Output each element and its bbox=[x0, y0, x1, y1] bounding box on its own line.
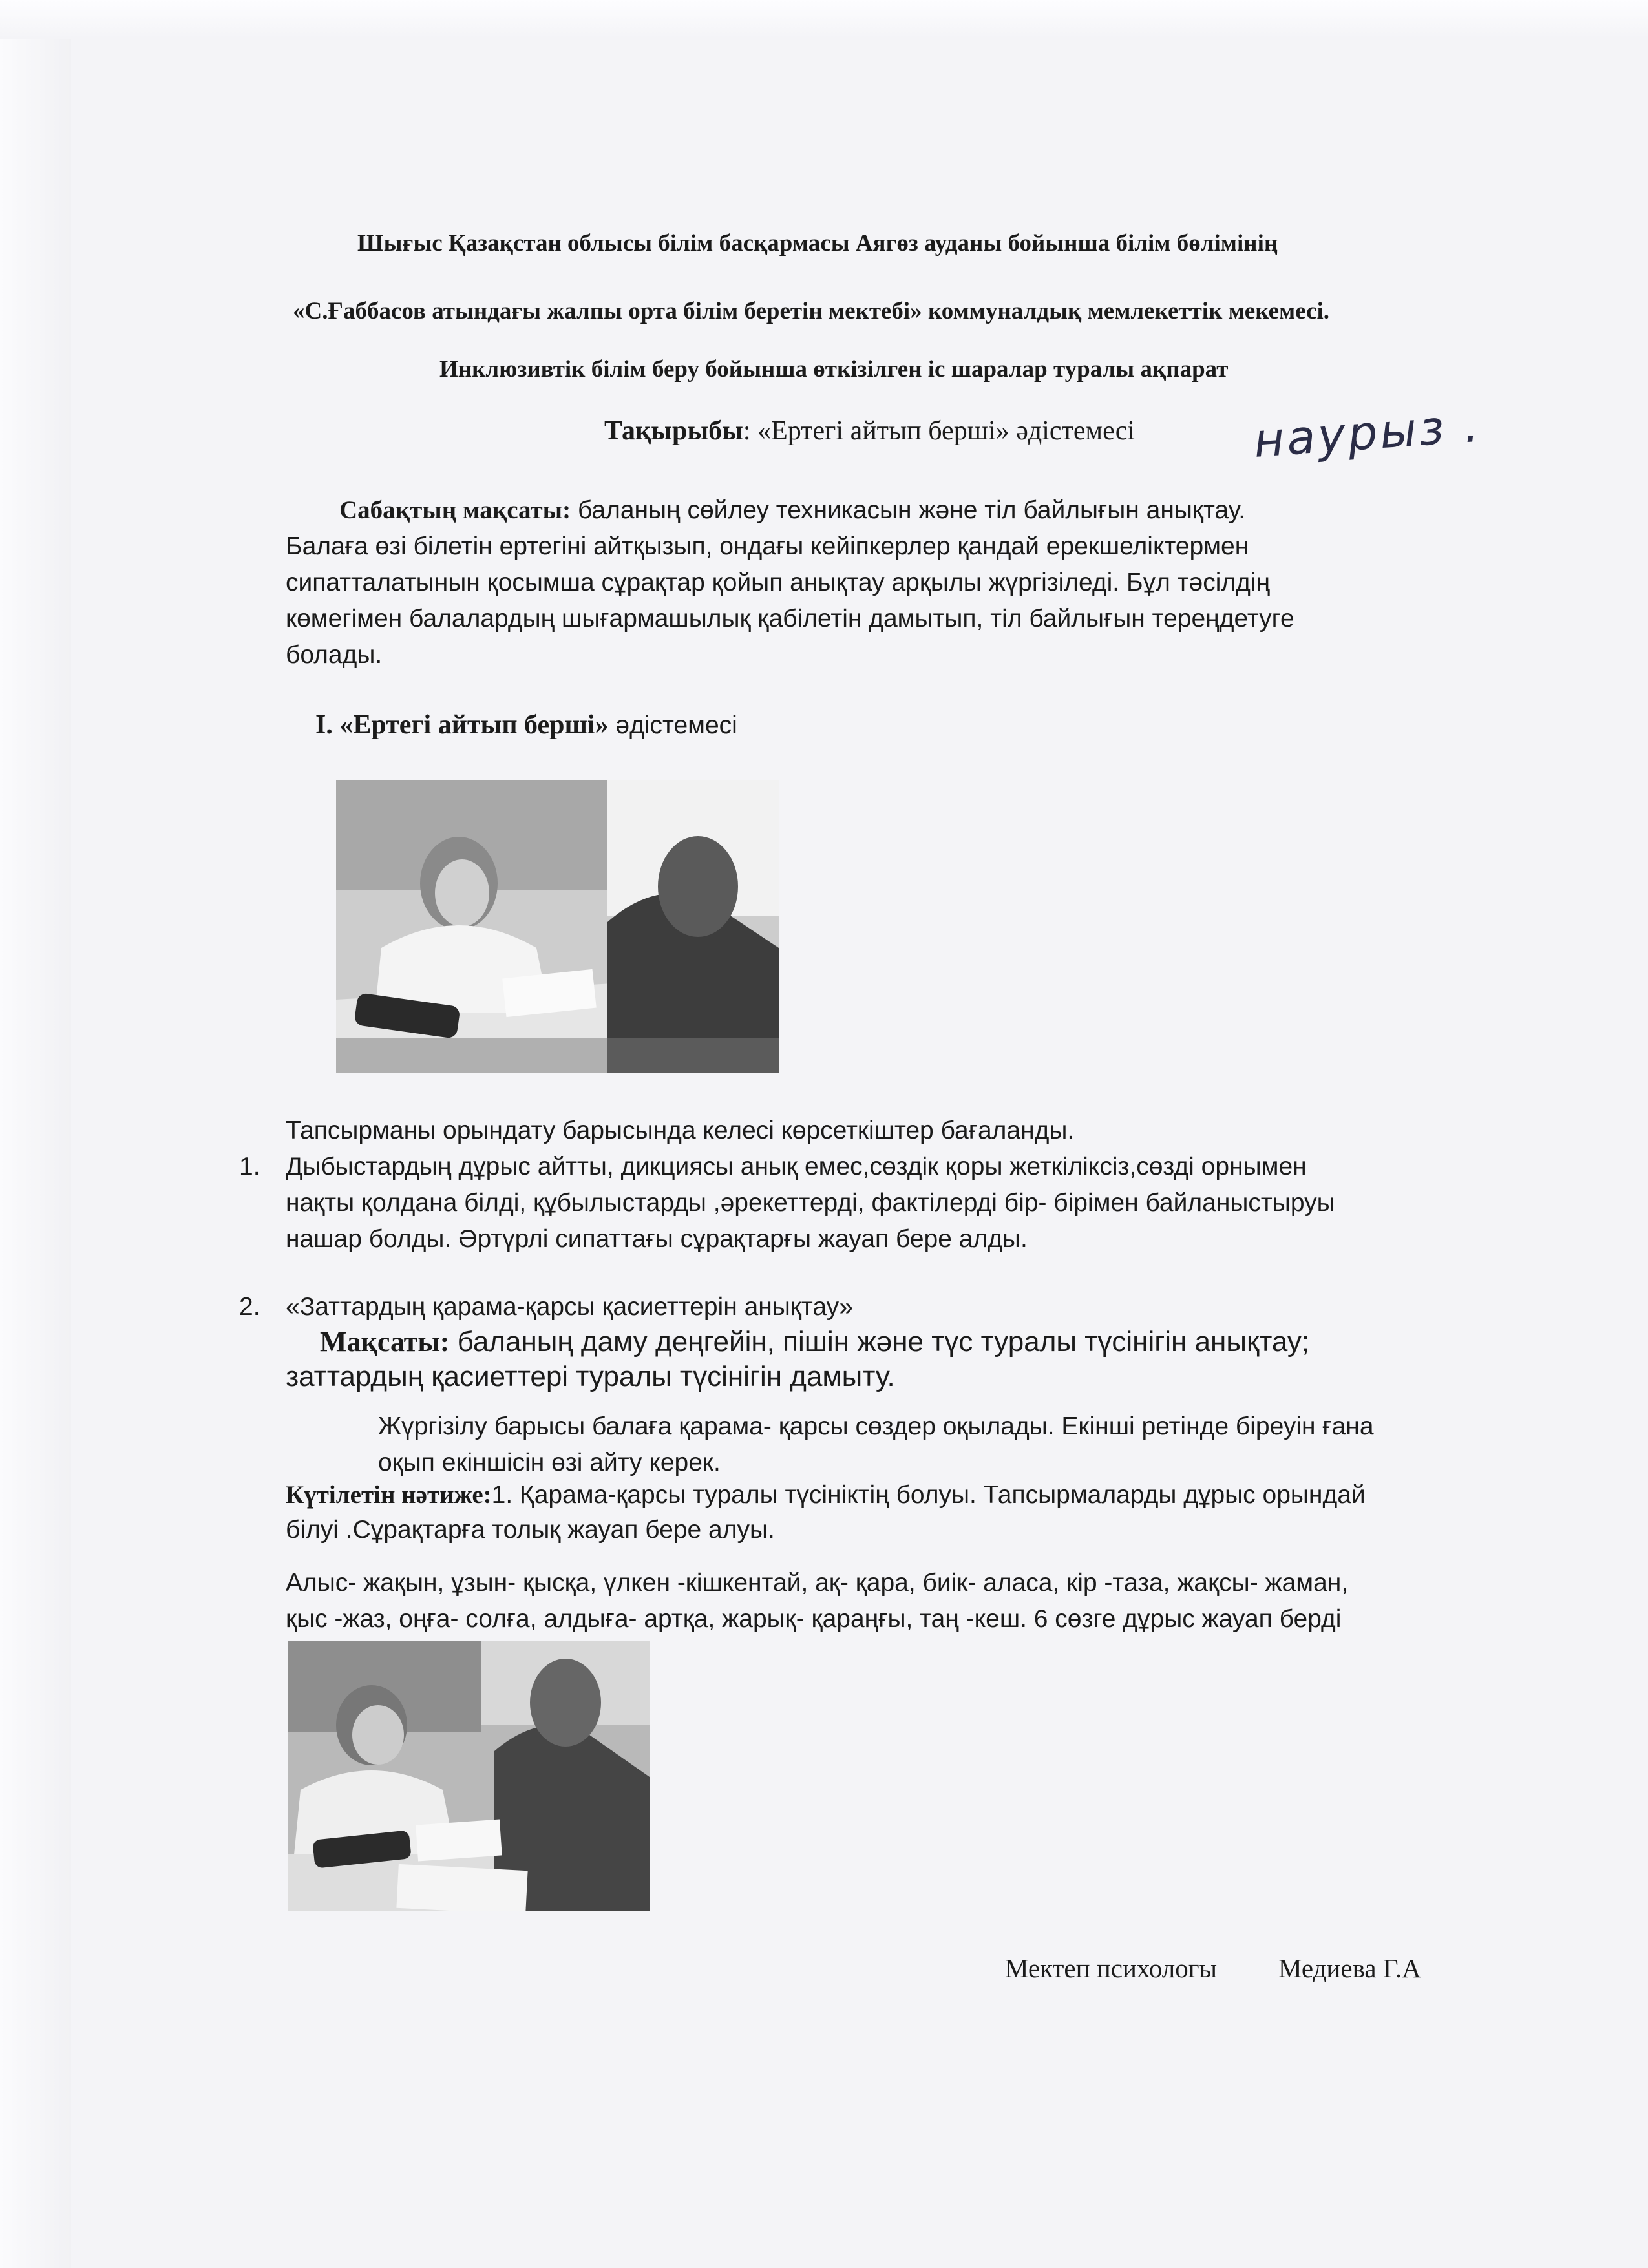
purpose-label: Сабақтың мақсаты: bbox=[339, 496, 571, 524]
item-2-words-line-2: қыс -жаз, оңға- солға, алдыға- артқа, жарық- қараңғы, таң -кеш. 6 сөзге дұрыс жауап берді bbox=[286, 1605, 1342, 1633]
header-line-1: Шығыс Қазақстан облысы білім басқармасы Аягөз ауданы бойынша білім бөлімінің bbox=[357, 230, 1278, 257]
topic-text: : «Ертегі айтып берші» әдістемесі bbox=[743, 416, 1136, 446]
section-1-numeral: I. bbox=[315, 710, 333, 740]
assessment-item-1-number: 1. bbox=[239, 1153, 260, 1181]
assessment-intro: Тапсырманы орындату барысында келесі көрсеткіштер бағаланды. bbox=[286, 1117, 1075, 1144]
item-2-result-label: Күтілетін нәтиже: bbox=[286, 1481, 492, 1509]
item-2-goal-text-1: баланың даму деңгейін, пішін және түс туралы түсінігін анықтау; bbox=[449, 1326, 1310, 1358]
item-2-result-text-1: 1. Қарама-қарсы туралы түсініктің болуы. Тапсырмаларды дұрыс орындай bbox=[491, 1481, 1366, 1509]
header-line-3: Инклюзивтік білім беру бойынша өткізілген іс шаралар туралы ақпарат bbox=[439, 356, 1229, 383]
item-2-title: «Заттардың қарама-қарсы қасиеттерін анықтау» bbox=[286, 1293, 854, 1321]
assessment-item-1-line-3: нашар болды. Әртүрлі сипаттағы сұрақтарғы жауап бере алды. bbox=[286, 1225, 1028, 1253]
purpose-line-4: көмегімен балалардың шығармашылық қабілетін дамытып, тіл байлығын тереңдетуге bbox=[286, 605, 1294, 633]
purpose-line-1 bbox=[339, 492, 1245, 529]
header-line-2: «С.Ғаббасов атындағы жалпы орта білім беретін мектебі» коммуналдық мемлекеттік мекемесі. bbox=[293, 298, 1330, 324]
section-1-title-rest: әдістемесі bbox=[608, 711, 737, 739]
purpose-text-1: баланың сөйлеу техникасын және тіл байлығын анықтау. bbox=[571, 496, 1246, 524]
signature-name: Медиева Г.А bbox=[1278, 1953, 1421, 1983]
item-2-procedure-line-2: оқып екіншісін өзі айту керек. bbox=[378, 1449, 721, 1476]
item-2-goal-line-2: заттардың қасиеттері туралы түсінігін дамыту. bbox=[286, 1361, 895, 1392]
item-2-goal-label: Мақсаты: bbox=[320, 1326, 450, 1358]
purpose-line-3: сипатталатынын қосымша сұрақтар қойып анықтау арқылы жүргізіледі. Бұл тәсілдің bbox=[286, 569, 1271, 596]
signature-role: Мектеп психологы bbox=[1005, 1953, 1218, 1983]
item-2-result-line-2: білуі .Сұрақтарға толық жауап бере алуы. bbox=[286, 1516, 775, 1544]
purpose-line-2: Балаға өзі білетін ертегіні айтқызып, ондағы кейіпкерлер қандай ерекшеліктермен bbox=[286, 532, 1249, 560]
item-2-result-line-1 bbox=[286, 1477, 1366, 1513]
item-2-procedure-line-1: Жүргізілу барысы балаға қарама- қарсы сөздер оқылады. Екінші ретінде біреуін ғана bbox=[378, 1412, 1374, 1440]
scan-top-edge bbox=[0, 0, 1648, 39]
photo-child-with-psychologist-2 bbox=[288, 1641, 650, 1911]
item-2-goal-line-1 bbox=[320, 1325, 1309, 1360]
assessment-item-1-line-1: Дыбыстардың дұрыс айтты, дикциясы анық емес,сөздік қоры жеткіліксіз,сөзді орнымен bbox=[286, 1153, 1307, 1181]
purpose-line-5: болады. bbox=[286, 641, 383, 669]
assessment-item-1-line-2: нақты қолдана білді, құбылыстарды ,әрекеттерді, фактілерді бір- бірімен байланыстыруы bbox=[286, 1189, 1335, 1217]
photo-child-with-psychologist-1 bbox=[336, 780, 779, 1073]
topic-line bbox=[604, 415, 1135, 446]
item-2-words-line-1: Алыс- жақын, ұзын- қысқа, үлкен -кішкентай, ақ- қара, биік- аласа, кір -таза, жақсы- жаман, bbox=[286, 1569, 1349, 1597]
section-1-title bbox=[315, 709, 737, 740]
handwritten-note: наурыз . bbox=[1252, 397, 1483, 468]
section-1-title-bold: «Ертегі айтып берші» bbox=[339, 710, 609, 740]
item-2-number: 2. bbox=[239, 1293, 260, 1321]
scan-left-edge bbox=[0, 0, 71, 2268]
topic-label: Тақырыбы bbox=[604, 416, 743, 446]
